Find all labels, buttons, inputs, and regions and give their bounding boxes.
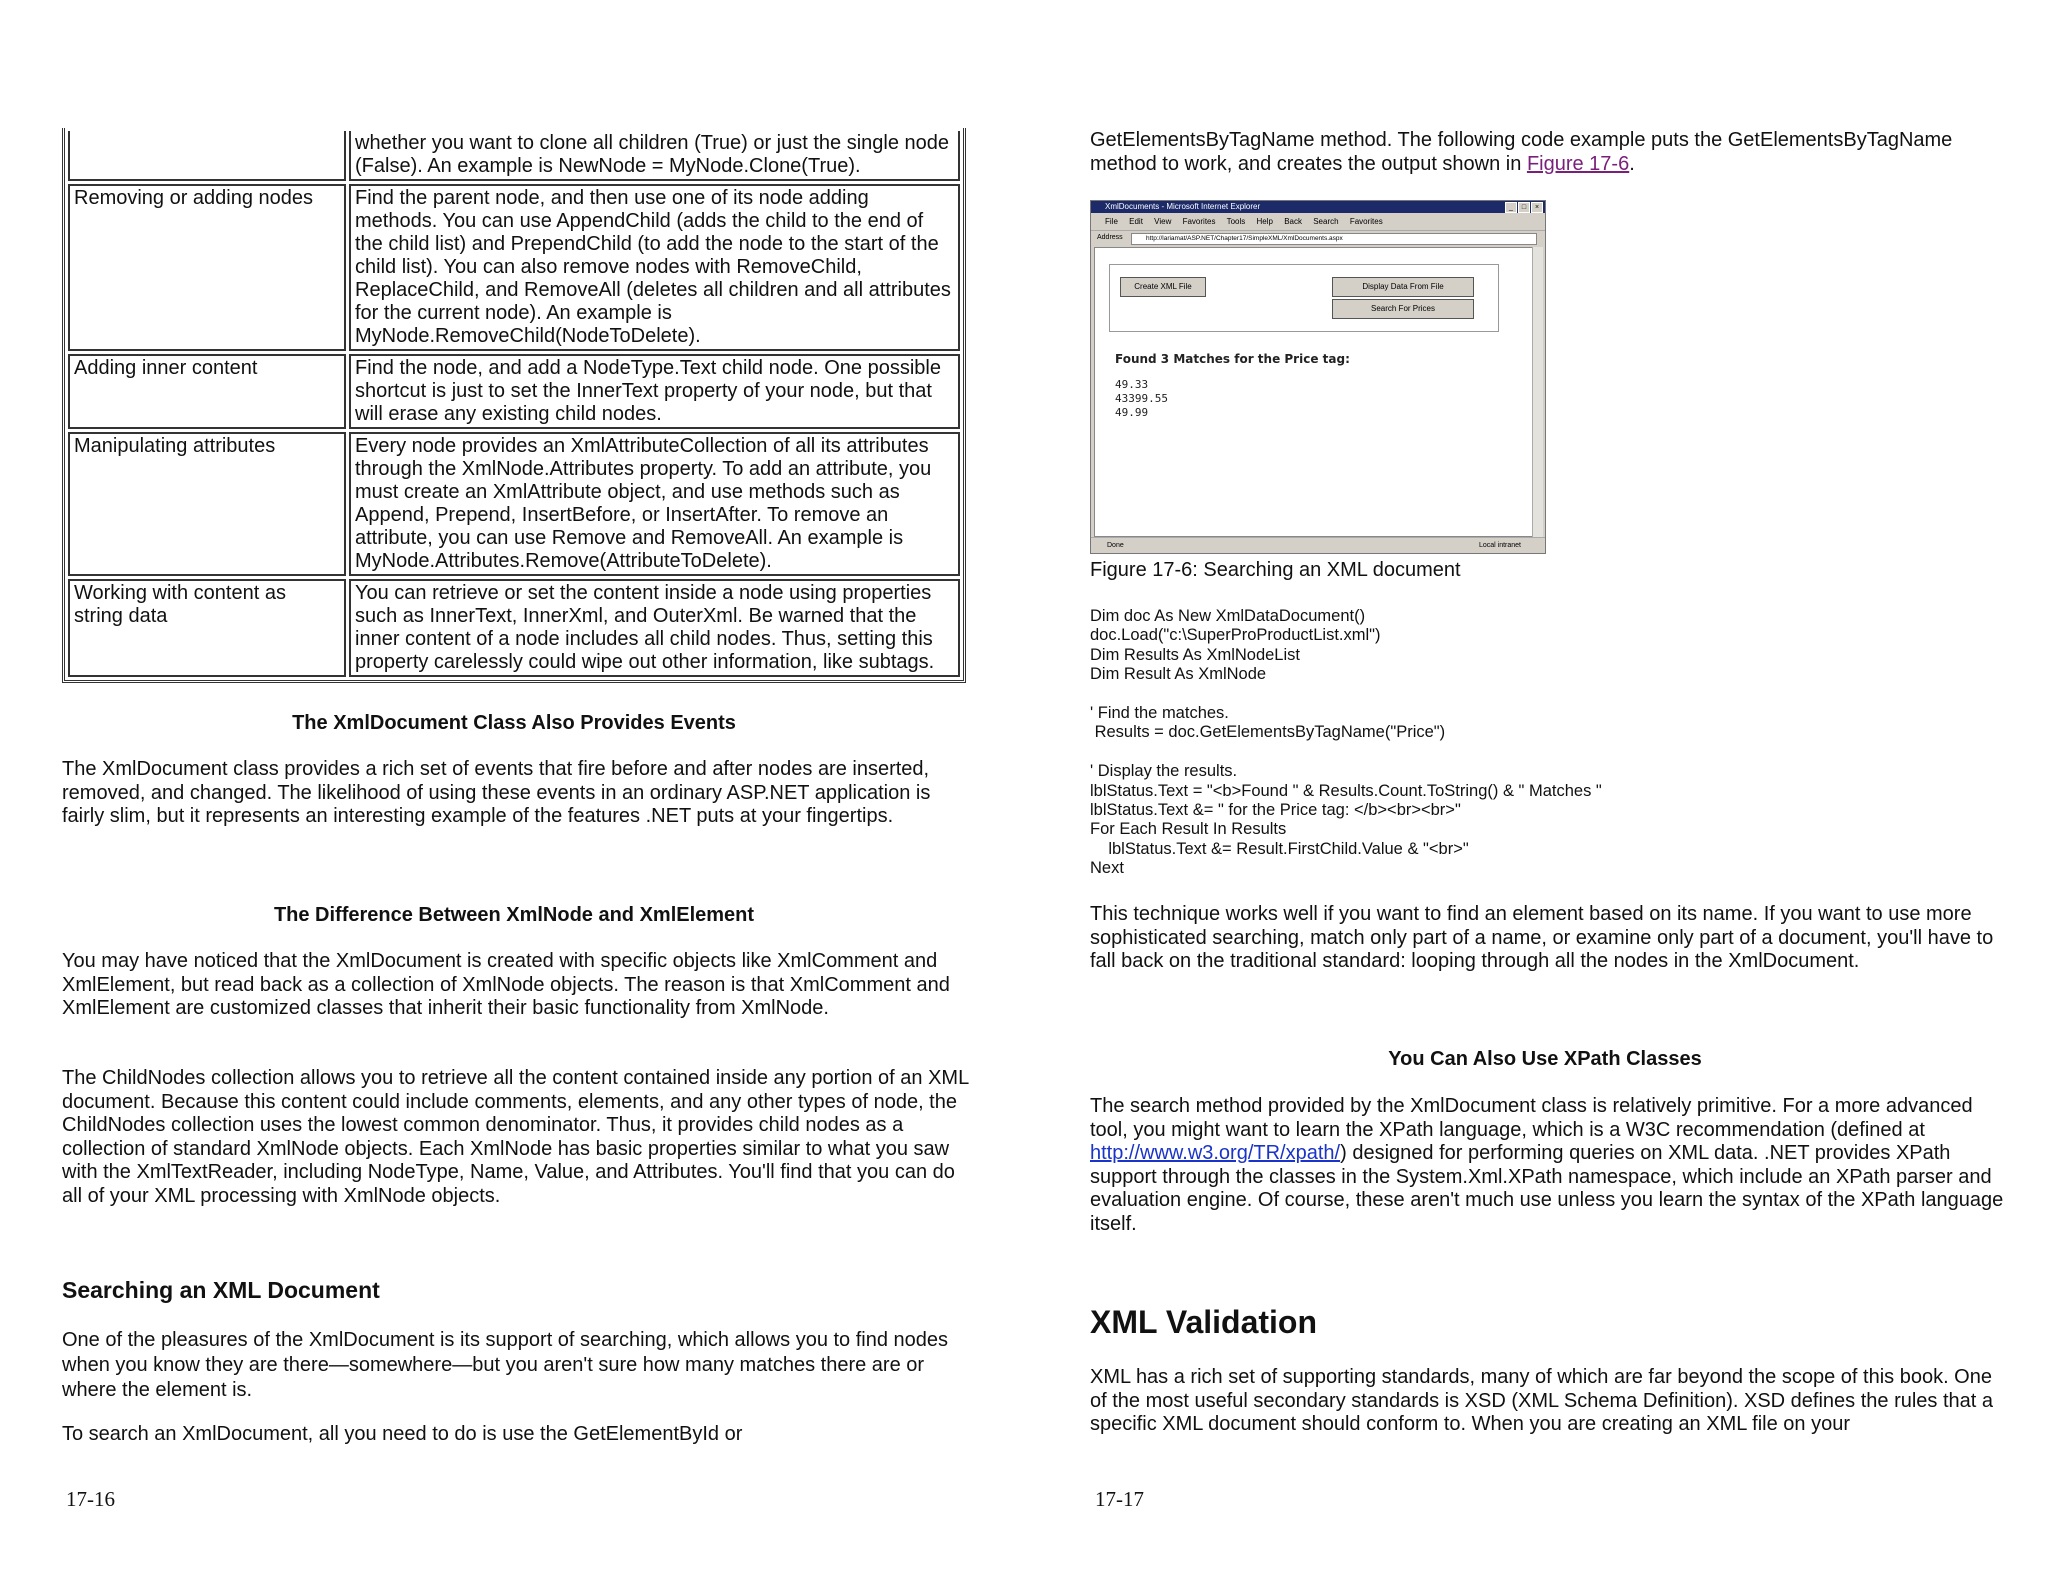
node-operations-table — [62, 128, 966, 683]
found-matches-text: Found 3 Matches for the Price tag: — [1115, 352, 1350, 366]
table-cell-label — [68, 131, 346, 181]
xpath-text-pre: The search method provided by the XmlDocument class is relatively primitive. For a more advanced tool, you might want to learn the XPath language, which is a W3C recommendation (defined at — [1090, 1095, 1973, 1141]
figure-link[interactable]: Figure 17-6 — [1526, 152, 1630, 175]
search-prices-button[interactable]: Search For Prices — [1332, 299, 1474, 319]
display-data-button[interactable]: Display Data From File — [1332, 277, 1474, 297]
validation-heading: XML Validation — [1090, 1304, 1317, 1340]
browser-screenshot-figure — [1090, 200, 1546, 554]
status-bar — [1091, 537, 1545, 553]
table-cell-label: Manipulating attributes — [68, 432, 346, 576]
xpath-paragraph — [1090, 1095, 2010, 1236]
code-listing: Dim doc As New XmlDataDocument() doc.Load("c:\SuperProProductList.xml") Dim Results As XmlNodeList Dim Result As XmlNode ' Find the matches. Results = doc.GetElementsByTagName("Price") ' Display the results. lblStatus.Text = "<b>Found " & Results.Count.ToString() & " Matches " lblStatus.Text &= " for the Price tag: </b><br><br>" For Each Result In Results lblStatus.Text &= Result.FirstChild.Value & "<br>" Next — [1090, 607, 1602, 878]
xpath-link[interactable]: http://www.w3.org/TR/xpath/ — [1090, 1142, 1341, 1164]
table-row — [68, 432, 960, 576]
searching-heading: Searching an XML Document — [62, 1277, 380, 1303]
difference-paragraph-2: The ChildNodes collection allows you to retrieve all the content contained inside any portion of an XML document. Because this content could include comments, elements, and any other types of node, the ChildNodes collection uses the lowest common denominator. Thus, it provides child nodes as a collection of standard XmlNode objects. Each XmlNode has basic properties similar to what you saw with the XmlTextReader, including NodeType, Name, Value, and Attributes. You'll find that you can do all of your XML processing with XmlNode objects. — [62, 1067, 969, 1207]
table-cell-desc: Find the node, and add a NodeType.Text child node. One possible shortcut is just to set the InnerText property of your node, but that will erase any existing child nodes. — [349, 354, 960, 429]
window-controls — [1505, 202, 1543, 213]
menu-view[interactable]: View — [1154, 217, 1172, 226]
difference-heading: The Difference Between XmlNode and XmlElement — [273, 904, 755, 926]
search-button[interactable]: Search — [1313, 217, 1339, 226]
table-cell-desc: Find the parent node, and then use one of its node adding methods. You can use AppendChild (adds the child to the end of the child list) and PrependChild (to add the node to the start of the child list). You can also remove nodes with RemoveChild, ReplaceChild, and RemoveAll (deletes all children and all attributes for the current node). An example is MyNode.RemoveChild(NodeToDelete). — [349, 184, 960, 351]
difference-paragraph-1: You may have noticed that the XmlDocument is created with specific objects like XmlComment and XmlElement, but read back as a collection of XmlNode objects. The reason is that XmlComment and XmlElement are customized classes that inherit their basic functionality from XmlNode. — [62, 950, 950, 1019]
intro-text: GetElementsByTagName method. The following code example puts the GetElementsByTagName method to work, and creates the output shown in — [1090, 129, 1953, 175]
menu-file[interactable]: File — [1105, 217, 1118, 226]
table-cell-desc: You can retrieve or set the content inside a node using properties such as InnerText, InnerXml, and OuterXml. Be warned that the inner content of a node includes all child nodes. Thus, setting this property carelessly could wipe out other information, like subtags. — [349, 579, 960, 677]
table-cell-label: Adding inner content — [68, 354, 346, 429]
table-row — [68, 131, 960, 181]
table-cell-label: Removing or adding nodes — [68, 184, 346, 351]
maximize-icon[interactable]: □ — [1518, 202, 1530, 213]
price-value: 49.99 — [1115, 406, 1149, 419]
table-cell-desc: whether you want to clone all children (True) or just the single node (False). An example is NewNode = MyNode.Clone(True). — [349, 131, 960, 181]
validation-paragraph: XML has a rich set of supporting standards, many of which are far beyond the scope of this book. One of the most useful secondary standards is XSD (XML Schema Definition). XSD defines the rules that a specific XML document should conform to. When you are creating an XML file on your — [1090, 1366, 1994, 1435]
menu-help[interactable]: Help — [1256, 217, 1273, 226]
intro-end: . — [1629, 152, 1635, 175]
status-zone: Local intranet — [1478, 542, 1521, 549]
menu-favorites[interactable]: Favorites — [1182, 217, 1216, 226]
figure-caption: Figure 17-6: Searching an XML document — [1090, 559, 1461, 581]
table-cell-label: Working with content as string data — [68, 579, 346, 677]
technique-paragraph: This technique works well if you want to find an element based on its name. If you want to use more sophisticated searching, match only part of a name, or examine only part of a document, you'll have to fall back on the traditional standard: looping through all the nodes in the XmlDocument. — [1090, 903, 1994, 972]
xpath-heading: You Can Also Use XPath Classes — [1388, 1048, 1702, 1070]
searching-paragraph-1: One of the pleasures of the XmlDocument is its support of searching, which allows you to find nodes when you know they are there—somewhere—but you aren't sure how many matches there are or where the element is. — [62, 1329, 949, 1401]
minimize-icon[interactable]: _ — [1505, 202, 1517, 213]
window-titlebar: XmlDocuments - Microsoft Internet Explorer — [1091, 201, 1545, 213]
button-panel — [1109, 264, 1499, 332]
xpath-text-post: ) designed for performing queries on XML data. .NET provides XPath support through the classes in the System.Xml.XPath namespace, which include an XPath parser and evaluation engine. Of course, these aren't much use unless you learn the syntax of the XPath language itself. — [1090, 1142, 2004, 1235]
price-value: 43399.55 — [1115, 392, 1168, 405]
menu-tools[interactable]: Tools — [1226, 217, 1246, 226]
page-number: 17-17 — [1095, 1487, 1144, 1511]
searching-paragraph-2: To search an XmlDocument, all you need to do is use the GetElementById or — [62, 1423, 743, 1445]
table-row — [68, 354, 960, 429]
back-button[interactable]: Back — [1284, 217, 1302, 226]
vertical-scrollbar[interactable] — [1532, 247, 1543, 537]
events-heading: The XmlDocument Class Also Provides Events — [292, 712, 736, 734]
menu-bar — [1091, 214, 1545, 231]
address-label: Address — [1097, 234, 1123, 241]
address-bar — [1091, 231, 1545, 245]
intro-paragraph — [1090, 129, 2010, 176]
page-number: 17-16 — [66, 1487, 115, 1511]
close-icon[interactable]: × — [1531, 202, 1543, 213]
browser-content — [1094, 247, 1533, 537]
status-done: Done — [1107, 542, 1124, 549]
table-cell-desc: Every node provides an XmlAttributeCollection of all its attributes through the XmlNode.Attributes property. To add an attribute, you must create an XmlAttribute object, and use methods such as Append, Prepend, InsertBefore, or InsertAfter. To remove an attribute, you can use Remove and RemoveAll. An example is MyNode.Attributes.Remove(AttributeToDelete). — [349, 432, 960, 576]
address-input[interactable]: http://lariamat/ASP.NET/Chapter17/SimpleXML/XmlDocuments.aspx — [1131, 233, 1537, 245]
menu-edit[interactable]: Edit — [1129, 217, 1143, 226]
table-row — [68, 184, 960, 351]
create-xml-button[interactable]: Create XML File — [1120, 277, 1206, 297]
favorites-button[interactable]: Favorites — [1349, 217, 1383, 226]
events-paragraph: The XmlDocument class provides a rich set of events that fire before and after nodes are inserted, removed, and changed. The likelihood of using these events in an ordinary ASP.NET application is fairly slim, but it represents an interesting example of the features .NET puts at your fingertips. — [62, 758, 931, 827]
table-row — [68, 579, 960, 677]
price-value: 49.33 — [1115, 378, 1149, 391]
